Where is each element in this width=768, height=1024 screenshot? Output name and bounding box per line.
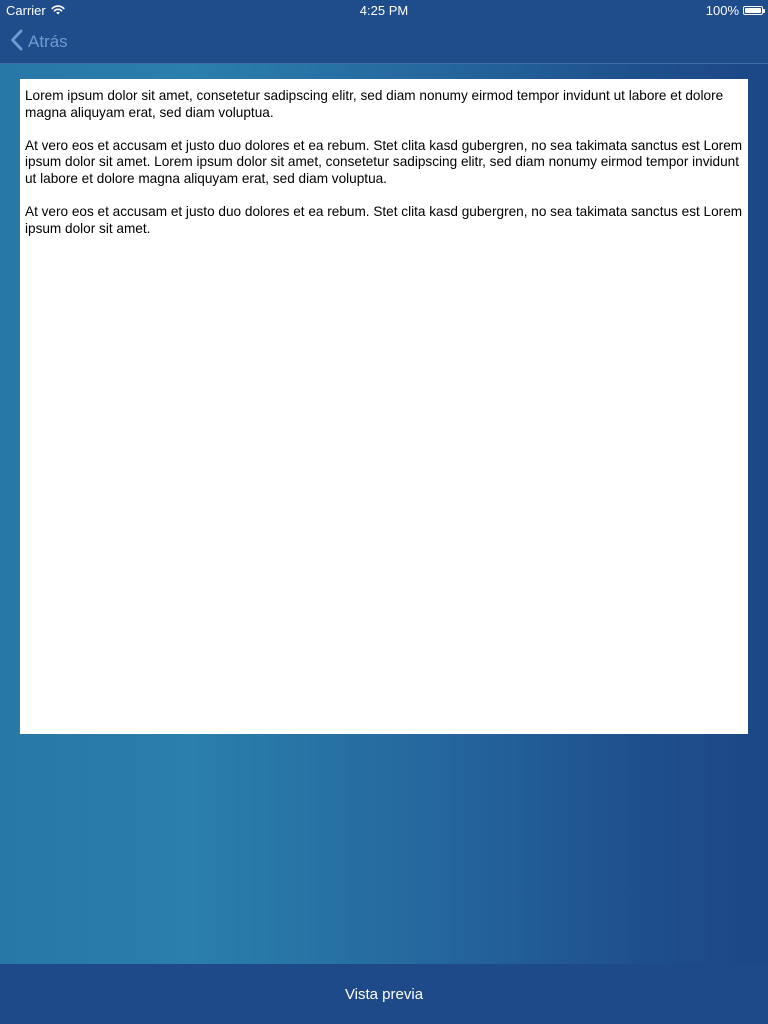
status-time: 4:25 PM (359, 3, 409, 18)
document-paragraph: At vero eos et accusam et justo duo dolores et ea rebum. Stet clita kasd gubergren, no sea takimata sanctus est Lorem ipsum dolor sit amet. Lorem ipsum dolor sit amet, consetetur sadipscing elitr, sed diam nonumy eirmod tempor invidunt ut labore et dolore magna aliquyam erat, sed diam voluptua. (25, 137, 743, 186)
status-bar (0, 0, 768, 20)
back-label: Atrás (28, 32, 68, 51)
battery-group (706, 3, 763, 18)
battery-percentage: 100% (705, 3, 739, 18)
preview-button[interactable]: Vista previa (344, 985, 424, 1003)
back-button[interactable] (10, 20, 68, 64)
document-paragraph: Lorem ipsum dolor sit amet, consetetur sadipscing elitr, sed diam nonumy eirmod tempor invidunt ut labore et dolore magna aliquyam erat, sed diam voluptua. (25, 88, 724, 120)
document-paragraph: At vero eos et accusam et justo duo dolores et ea rebum. Stet clita kasd gubergren, no sea takimata sanctus est Lorem ipsum dolor sit amet. (25, 204, 743, 236)
chevron-left-icon (10, 29, 23, 56)
bottom-toolbar (0, 964, 768, 1024)
battery-icon (743, 6, 763, 15)
navigation-bar (0, 20, 768, 64)
document-preview-panel (20, 79, 748, 734)
carrier-label: Carrier (6, 3, 46, 18)
